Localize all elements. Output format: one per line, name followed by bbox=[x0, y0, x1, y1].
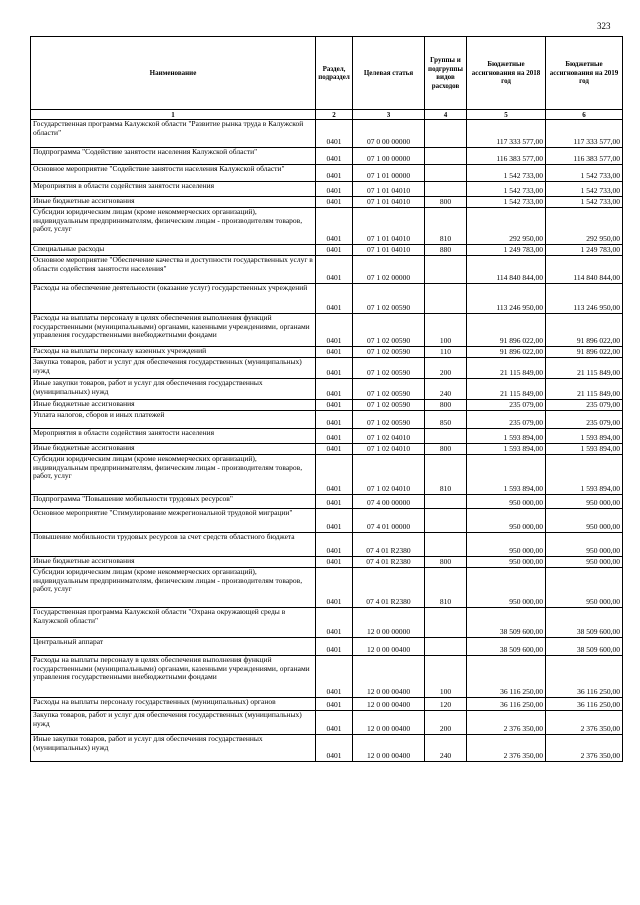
row-budget-2018: 38 509 600,00 bbox=[467, 608, 546, 638]
row-expense-group: 100 bbox=[425, 314, 467, 347]
row-section: 0401 bbox=[316, 358, 353, 379]
table-row bbox=[31, 495, 623, 509]
table-row bbox=[31, 533, 623, 557]
row-name: Государственная программа Калужской области "Развитие рынка труда в Калужской области" bbox=[31, 120, 316, 148]
row-section: 0401 bbox=[316, 120, 353, 148]
table-row bbox=[31, 557, 623, 568]
row-expense-group bbox=[425, 429, 467, 444]
row-expense-group bbox=[425, 533, 467, 557]
row-budget-2019: 2 376 350,00 bbox=[546, 711, 623, 735]
header-name: Наименование bbox=[31, 37, 316, 110]
row-target-article: 07 1 01 04010 bbox=[353, 197, 425, 208]
row-name: Специальные расходы bbox=[31, 245, 316, 256]
row-budget-2019: 36 116 250,00 bbox=[546, 656, 623, 698]
row-section: 0401 bbox=[316, 638, 353, 656]
row-target-article: 12 0 00 00400 bbox=[353, 638, 425, 656]
row-budget-2018: 91 896 022,00 bbox=[467, 347, 546, 358]
table-row bbox=[31, 455, 623, 495]
row-section: 0401 bbox=[316, 165, 353, 182]
row-target-article: 07 1 01 00000 bbox=[353, 165, 425, 182]
row-target-article: 07 1 02 00590 bbox=[353, 347, 425, 358]
row-target-article: 07 1 02 04010 bbox=[353, 444, 425, 455]
header-budget-2018: Бюджетные ассигнования на 2018 год bbox=[467, 37, 546, 110]
row-expense-group bbox=[425, 256, 467, 284]
row-section: 0401 bbox=[316, 698, 353, 711]
row-budget-2019: 950 000,00 bbox=[546, 495, 623, 509]
table-row bbox=[31, 358, 623, 379]
row-section: 0401 bbox=[316, 735, 353, 762]
row-budget-2019: 91 896 022,00 bbox=[546, 347, 623, 358]
row-name: Повышение мобильности трудовых ресурсов за счет средств областного бюджета bbox=[31, 533, 316, 557]
row-budget-2018: 950 000,00 bbox=[467, 509, 546, 533]
row-name: Основное мероприятие "Обеспечение качества и доступности государственных услуг в области содействия занятости населения" bbox=[31, 256, 316, 284]
row-target-article: 07 1 02 00590 bbox=[353, 358, 425, 379]
row-target-article: 07 1 02 00590 bbox=[353, 314, 425, 347]
row-expense-group: 200 bbox=[425, 711, 467, 735]
row-expense-group bbox=[425, 509, 467, 533]
row-budget-2018: 2 376 350,00 bbox=[467, 711, 546, 735]
row-expense-group: 110 bbox=[425, 347, 467, 358]
row-section: 0401 bbox=[316, 557, 353, 568]
row-section: 0401 bbox=[316, 429, 353, 444]
table-row bbox=[31, 182, 623, 197]
row-section: 0401 bbox=[316, 197, 353, 208]
row-section: 0401 bbox=[316, 711, 353, 735]
row-target-article: 07 4 01 R2380 bbox=[353, 568, 425, 608]
row-section: 0401 bbox=[316, 608, 353, 638]
row-section: 0401 bbox=[316, 347, 353, 358]
row-expense-group: 240 bbox=[425, 379, 467, 400]
row-name: Закупка товаров, работ и услуг для обеспечения государственных (муниципальных) нужд bbox=[31, 711, 316, 735]
row-budget-2018: 1 593 894,00 bbox=[467, 444, 546, 455]
row-budget-2018: 235 079,00 bbox=[467, 411, 546, 429]
row-name: Основное мероприятие "Стимулирование межрегиональной трудовой миграции" bbox=[31, 509, 316, 533]
table-row bbox=[31, 400, 623, 411]
row-budget-2019: 950 000,00 bbox=[546, 557, 623, 568]
row-budget-2018: 950 000,00 bbox=[467, 557, 546, 568]
table-row bbox=[31, 379, 623, 400]
row-budget-2018: 1 542 733,00 bbox=[467, 197, 546, 208]
row-section: 0401 bbox=[316, 148, 353, 165]
row-name: Субсидии юридическим лицам (кроме некоммерческих организаций), индивидуальным предпринимателям, физическим лицам - производителям товаров, работ, услуг bbox=[31, 455, 316, 495]
table-body bbox=[31, 120, 623, 762]
table-row bbox=[31, 148, 623, 165]
table-row bbox=[31, 165, 623, 182]
row-section: 0401 bbox=[316, 245, 353, 256]
row-name: Государственная программа Калужской области "Охрана окружающей среды в Калужской области" bbox=[31, 608, 316, 638]
header-target-article: Целевая статья bbox=[353, 37, 425, 110]
row-expense-group bbox=[425, 182, 467, 197]
row-target-article: 07 1 02 00000 bbox=[353, 256, 425, 284]
row-expense-group bbox=[425, 608, 467, 638]
column-number: 6 bbox=[546, 110, 623, 120]
table-row bbox=[31, 208, 623, 245]
row-budget-2018: 1 593 894,00 bbox=[467, 429, 546, 444]
row-name: Расходы на обеспечение деятельности (оказание услуг) государственных учреждений bbox=[31, 284, 316, 314]
row-section: 0401 bbox=[316, 568, 353, 608]
row-target-article: 07 0 00 00000 bbox=[353, 120, 425, 148]
row-expense-group: 850 bbox=[425, 411, 467, 429]
row-name: Иные бюджетные ассигнования bbox=[31, 400, 316, 411]
table-row bbox=[31, 509, 623, 533]
row-expense-group: 800 bbox=[425, 444, 467, 455]
row-target-article: 07 4 00 00000 bbox=[353, 495, 425, 509]
column-number: 5 bbox=[467, 110, 546, 120]
row-target-article: 12 0 00 00400 bbox=[353, 735, 425, 762]
row-section: 0401 bbox=[316, 256, 353, 284]
row-expense-group: 800 bbox=[425, 197, 467, 208]
row-budget-2019: 114 840 844,00 bbox=[546, 256, 623, 284]
row-name: Иные бюджетные ассигнования bbox=[31, 444, 316, 455]
row-expense-group bbox=[425, 495, 467, 509]
row-budget-2018: 950 000,00 bbox=[467, 533, 546, 557]
row-name: Центральный аппарат bbox=[31, 638, 316, 656]
row-target-article: 12 0 00 00000 bbox=[353, 608, 425, 638]
row-section: 0401 bbox=[316, 509, 353, 533]
row-budget-2018: 1 249 783,00 bbox=[467, 245, 546, 256]
row-section: 0401 bbox=[316, 314, 353, 347]
row-name: Мероприятия в области содействия занятости населения bbox=[31, 182, 316, 197]
row-target-article: 07 1 02 00590 bbox=[353, 379, 425, 400]
row-section: 0401 bbox=[316, 400, 353, 411]
row-section: 0401 bbox=[316, 495, 353, 509]
table-row bbox=[31, 638, 623, 656]
row-expense-group: 200 bbox=[425, 358, 467, 379]
row-budget-2019: 38 509 600,00 bbox=[546, 638, 623, 656]
row-budget-2019: 950 000,00 bbox=[546, 533, 623, 557]
row-target-article: 07 1 02 00590 bbox=[353, 284, 425, 314]
row-target-article: 07 1 02 00590 bbox=[353, 400, 425, 411]
row-budget-2019: 21 115 849,00 bbox=[546, 358, 623, 379]
row-budget-2019: 116 383 577,00 bbox=[546, 148, 623, 165]
row-expense-group bbox=[425, 148, 467, 165]
row-budget-2018: 950 000,00 bbox=[467, 495, 546, 509]
row-name: Расходы на выплаты персоналу государственных (муниципальных) органов bbox=[31, 698, 316, 711]
column-number: 3 bbox=[353, 110, 425, 120]
row-target-article: 07 4 01 00000 bbox=[353, 509, 425, 533]
row-budget-2019: 21 115 849,00 bbox=[546, 379, 623, 400]
row-expense-group bbox=[425, 638, 467, 656]
header-row bbox=[31, 37, 623, 110]
row-budget-2018: 21 115 849,00 bbox=[467, 358, 546, 379]
row-target-article: 07 1 00 00000 bbox=[353, 148, 425, 165]
row-budget-2018: 950 000,00 bbox=[467, 568, 546, 608]
row-expense-group: 880 bbox=[425, 245, 467, 256]
table-row bbox=[31, 411, 623, 429]
row-name: Расходы на выплаты персоналу казенных учреждений bbox=[31, 347, 316, 358]
row-budget-2019: 1 593 894,00 bbox=[546, 429, 623, 444]
row-target-article: 07 1 01 04010 bbox=[353, 245, 425, 256]
table-row bbox=[31, 429, 623, 444]
table-row bbox=[31, 698, 623, 711]
row-target-article: 12 0 00 00400 bbox=[353, 656, 425, 698]
row-expense-group: 100 bbox=[425, 656, 467, 698]
row-expense-group bbox=[425, 284, 467, 314]
row-name: Расходы на выплаты персоналу в целях обеспечения выполнения функций государственными (муниципальными) органами, казенными учреждениями, органами управления государственными внебюджетными фондами bbox=[31, 656, 316, 698]
row-expense-group: 810 bbox=[425, 208, 467, 245]
row-name: Мероприятия в области содействия занятости населения bbox=[31, 429, 316, 444]
row-expense-group: 810 bbox=[425, 568, 467, 608]
row-target-article: 12 0 00 00400 bbox=[353, 711, 425, 735]
row-budget-2018: 1 542 733,00 bbox=[467, 182, 546, 197]
row-budget-2019: 950 000,00 bbox=[546, 509, 623, 533]
row-name: Иные закупки товаров, работ и услуг для обеспечения государственных (муниципальных) нужд bbox=[31, 735, 316, 762]
row-budget-2018: 1 593 894,00 bbox=[467, 455, 546, 495]
row-name: Иные бюджетные ассигнования bbox=[31, 197, 316, 208]
table-row bbox=[31, 444, 623, 455]
row-budget-2019: 91 896 022,00 bbox=[546, 314, 623, 347]
table-row bbox=[31, 256, 623, 284]
row-expense-group: 120 bbox=[425, 698, 467, 711]
row-name: Субсидии юридическим лицам (кроме некоммерческих организаций), индивидуальным предпринимателям, физическим лицам - производителям товаров, работ, услуг bbox=[31, 568, 316, 608]
table-row bbox=[31, 656, 623, 698]
row-budget-2018: 36 116 250,00 bbox=[467, 698, 546, 711]
row-target-article: 12 0 00 00400 bbox=[353, 698, 425, 711]
row-expense-group: 800 bbox=[425, 400, 467, 411]
row-budget-2019: 292 950,00 bbox=[546, 208, 623, 245]
table-row bbox=[31, 711, 623, 735]
row-budget-2019: 1 542 733,00 bbox=[546, 165, 623, 182]
table-row bbox=[31, 284, 623, 314]
table-row bbox=[31, 120, 623, 148]
row-name: Иные закупки товаров, работ и услуг для обеспечения государственных (муниципальных) нужд bbox=[31, 379, 316, 400]
row-target-article: 07 4 01 R2380 bbox=[353, 533, 425, 557]
row-name: Уплата налогов, сборов и иных платежей bbox=[31, 411, 316, 429]
row-budget-2018: 116 383 577,00 bbox=[467, 148, 546, 165]
row-expense-group bbox=[425, 120, 467, 148]
row-expense-group bbox=[425, 165, 467, 182]
row-name: Иные бюджетные ассигнования bbox=[31, 557, 316, 568]
row-budget-2019: 235 079,00 bbox=[546, 400, 623, 411]
row-target-article: 07 4 01 R2380 bbox=[353, 557, 425, 568]
row-section: 0401 bbox=[316, 533, 353, 557]
row-budget-2019: 2 376 350,00 bbox=[546, 735, 623, 762]
row-budget-2019: 1 593 894,00 bbox=[546, 455, 623, 495]
row-name: Субсидии юридическим лицам (кроме некоммерческих организаций), индивидуальным предпринимателям, физическим лицам - производителям товаров, работ, услуг bbox=[31, 208, 316, 245]
row-budget-2018: 2 376 350,00 bbox=[467, 735, 546, 762]
row-expense-group: 810 bbox=[425, 455, 467, 495]
row-name: Закупка товаров, работ и услуг для обеспечения государственных (муниципальных) нужд bbox=[31, 358, 316, 379]
row-name: Подпрограмма "Содействие занятости населения Калужской области" bbox=[31, 148, 316, 165]
header-section: Раздел, подраздел bbox=[316, 37, 353, 110]
table-row bbox=[31, 608, 623, 638]
header-budget-2019: Бюджетные ассигнования на 2019 год bbox=[546, 37, 623, 110]
column-number-row bbox=[31, 110, 623, 120]
column-number: 2 bbox=[316, 110, 353, 120]
row-section: 0401 bbox=[316, 182, 353, 197]
table-row bbox=[31, 245, 623, 256]
row-section: 0401 bbox=[316, 208, 353, 245]
table-row bbox=[31, 197, 623, 208]
row-target-article: 07 1 01 04010 bbox=[353, 182, 425, 197]
table-row bbox=[31, 314, 623, 347]
row-section: 0401 bbox=[316, 284, 353, 314]
row-target-article: 07 1 02 00590 bbox=[353, 411, 425, 429]
column-number: 1 bbox=[31, 110, 316, 120]
row-target-article: 07 1 02 04010 bbox=[353, 455, 425, 495]
table-row bbox=[31, 735, 623, 762]
row-budget-2018: 292 950,00 bbox=[467, 208, 546, 245]
row-budget-2019: 113 246 950,00 bbox=[546, 284, 623, 314]
row-target-article: 07 1 01 04010 bbox=[353, 208, 425, 245]
header-expense-group: Группы и подгруппы видов расходов bbox=[425, 37, 467, 110]
column-number: 4 bbox=[425, 110, 467, 120]
row-budget-2019: 950 000,00 bbox=[546, 568, 623, 608]
table-row bbox=[31, 347, 623, 358]
row-budget-2019: 1 542 733,00 bbox=[546, 182, 623, 197]
budget-table bbox=[30, 36, 623, 762]
row-budget-2018: 21 115 849,00 bbox=[467, 379, 546, 400]
row-budget-2019: 38 509 600,00 bbox=[546, 608, 623, 638]
row-section: 0401 bbox=[316, 379, 353, 400]
row-budget-2019: 117 333 577,00 bbox=[546, 120, 623, 148]
row-budget-2019: 36 116 250,00 bbox=[546, 698, 623, 711]
row-budget-2018: 113 246 950,00 bbox=[467, 284, 546, 314]
row-name: Расходы на выплаты персоналу в целях обеспечения выполнения функций государственными (муниципальными) органами, казенными учреждениями, органами управления государственными внебюджетными фондами bbox=[31, 314, 316, 347]
row-name: Подпрограмма "Повышение мобильности трудовых ресурсов" bbox=[31, 495, 316, 509]
row-expense-group: 240 bbox=[425, 735, 467, 762]
row-budget-2018: 117 333 577,00 bbox=[467, 120, 546, 148]
row-budget-2019: 1 249 783,00 bbox=[546, 245, 623, 256]
row-section: 0401 bbox=[316, 656, 353, 698]
row-budget-2019: 1 542 733,00 bbox=[546, 197, 623, 208]
row-target-article: 07 1 02 04010 bbox=[353, 429, 425, 444]
page-number: 323 bbox=[597, 21, 611, 31]
row-section: 0401 bbox=[316, 455, 353, 495]
row-name: Основное мероприятие "Содействие занятости населения Калужской области" bbox=[31, 165, 316, 182]
row-section: 0401 bbox=[316, 411, 353, 429]
row-budget-2018: 36 116 250,00 bbox=[467, 656, 546, 698]
table-row bbox=[31, 568, 623, 608]
row-budget-2018: 235 079,00 bbox=[467, 400, 546, 411]
row-budget-2018: 38 509 600,00 bbox=[467, 638, 546, 656]
row-budget-2019: 235 079,00 bbox=[546, 411, 623, 429]
row-expense-group: 800 bbox=[425, 557, 467, 568]
row-budget-2018: 114 840 844,00 bbox=[467, 256, 546, 284]
row-budget-2018: 91 896 022,00 bbox=[467, 314, 546, 347]
row-budget-2019: 1 593 894,00 bbox=[546, 444, 623, 455]
row-section: 0401 bbox=[316, 444, 353, 455]
row-budget-2018: 1 542 733,00 bbox=[467, 165, 546, 182]
